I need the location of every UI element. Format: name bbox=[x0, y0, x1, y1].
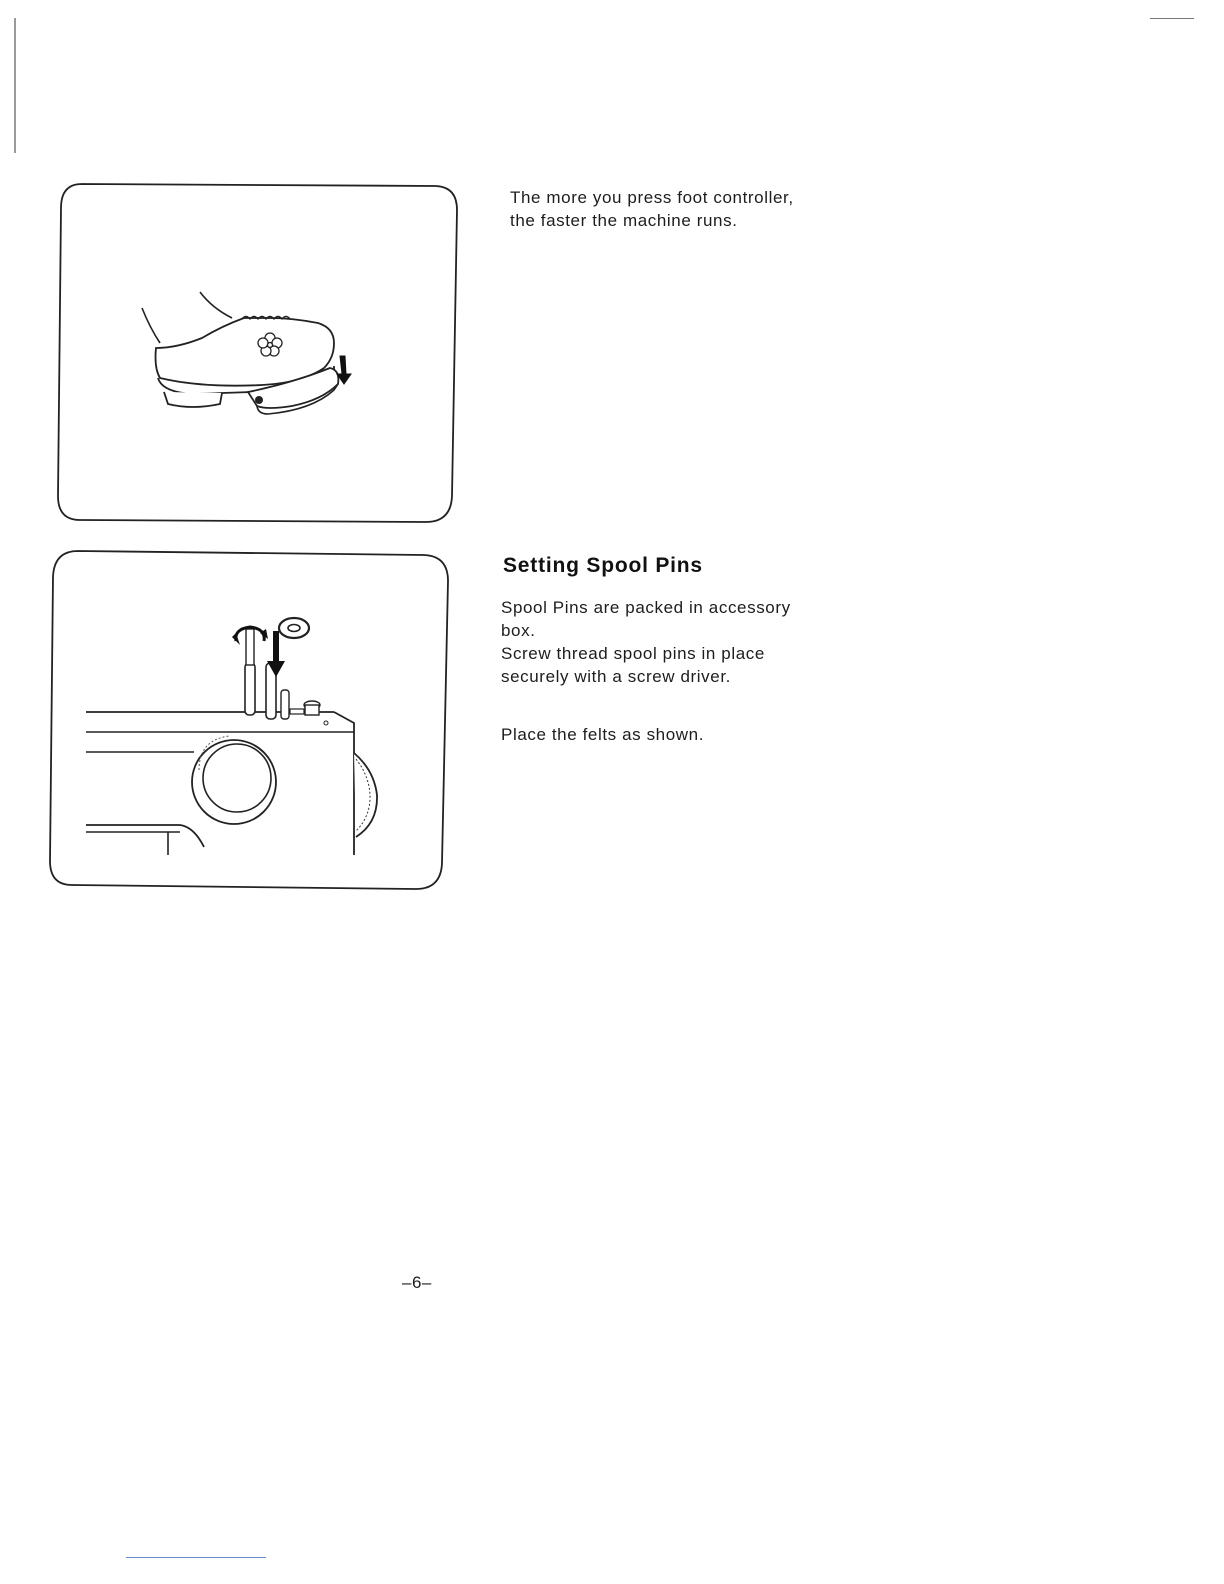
felts-instruction-line: Place the felts as shown. bbox=[501, 725, 705, 744]
spool-pin-screwdriver-illustration bbox=[44, 545, 450, 895]
felts-instruction-text bbox=[501, 723, 704, 746]
spool-instruction-line: securely with a screw driver. bbox=[501, 667, 731, 686]
foot-controller-figure bbox=[52, 178, 464, 528]
foot-on-controller-illustration bbox=[52, 178, 464, 528]
spool-pins-figure bbox=[44, 545, 450, 895]
page-number: –6– bbox=[402, 1273, 432, 1292]
spool-instruction-line: Spool Pins are packed in accessory bbox=[501, 598, 791, 617]
foot-controller-line: The more you press foot controller, bbox=[510, 188, 794, 207]
section-heading: Setting Spool Pins bbox=[503, 554, 703, 577]
scan-edge-mark bbox=[126, 1557, 266, 1558]
spool-instruction-line: Screw thread spool pins in place bbox=[501, 644, 765, 663]
foot-controller-line: the faster the machine runs. bbox=[510, 211, 738, 230]
scan-edge-mark bbox=[1150, 18, 1194, 19]
foot-controller-text bbox=[510, 186, 794, 232]
scan-edge-mark bbox=[14, 18, 16, 153]
spool-instruction-line: box. bbox=[501, 621, 536, 640]
spool-instructions-text bbox=[501, 596, 791, 688]
